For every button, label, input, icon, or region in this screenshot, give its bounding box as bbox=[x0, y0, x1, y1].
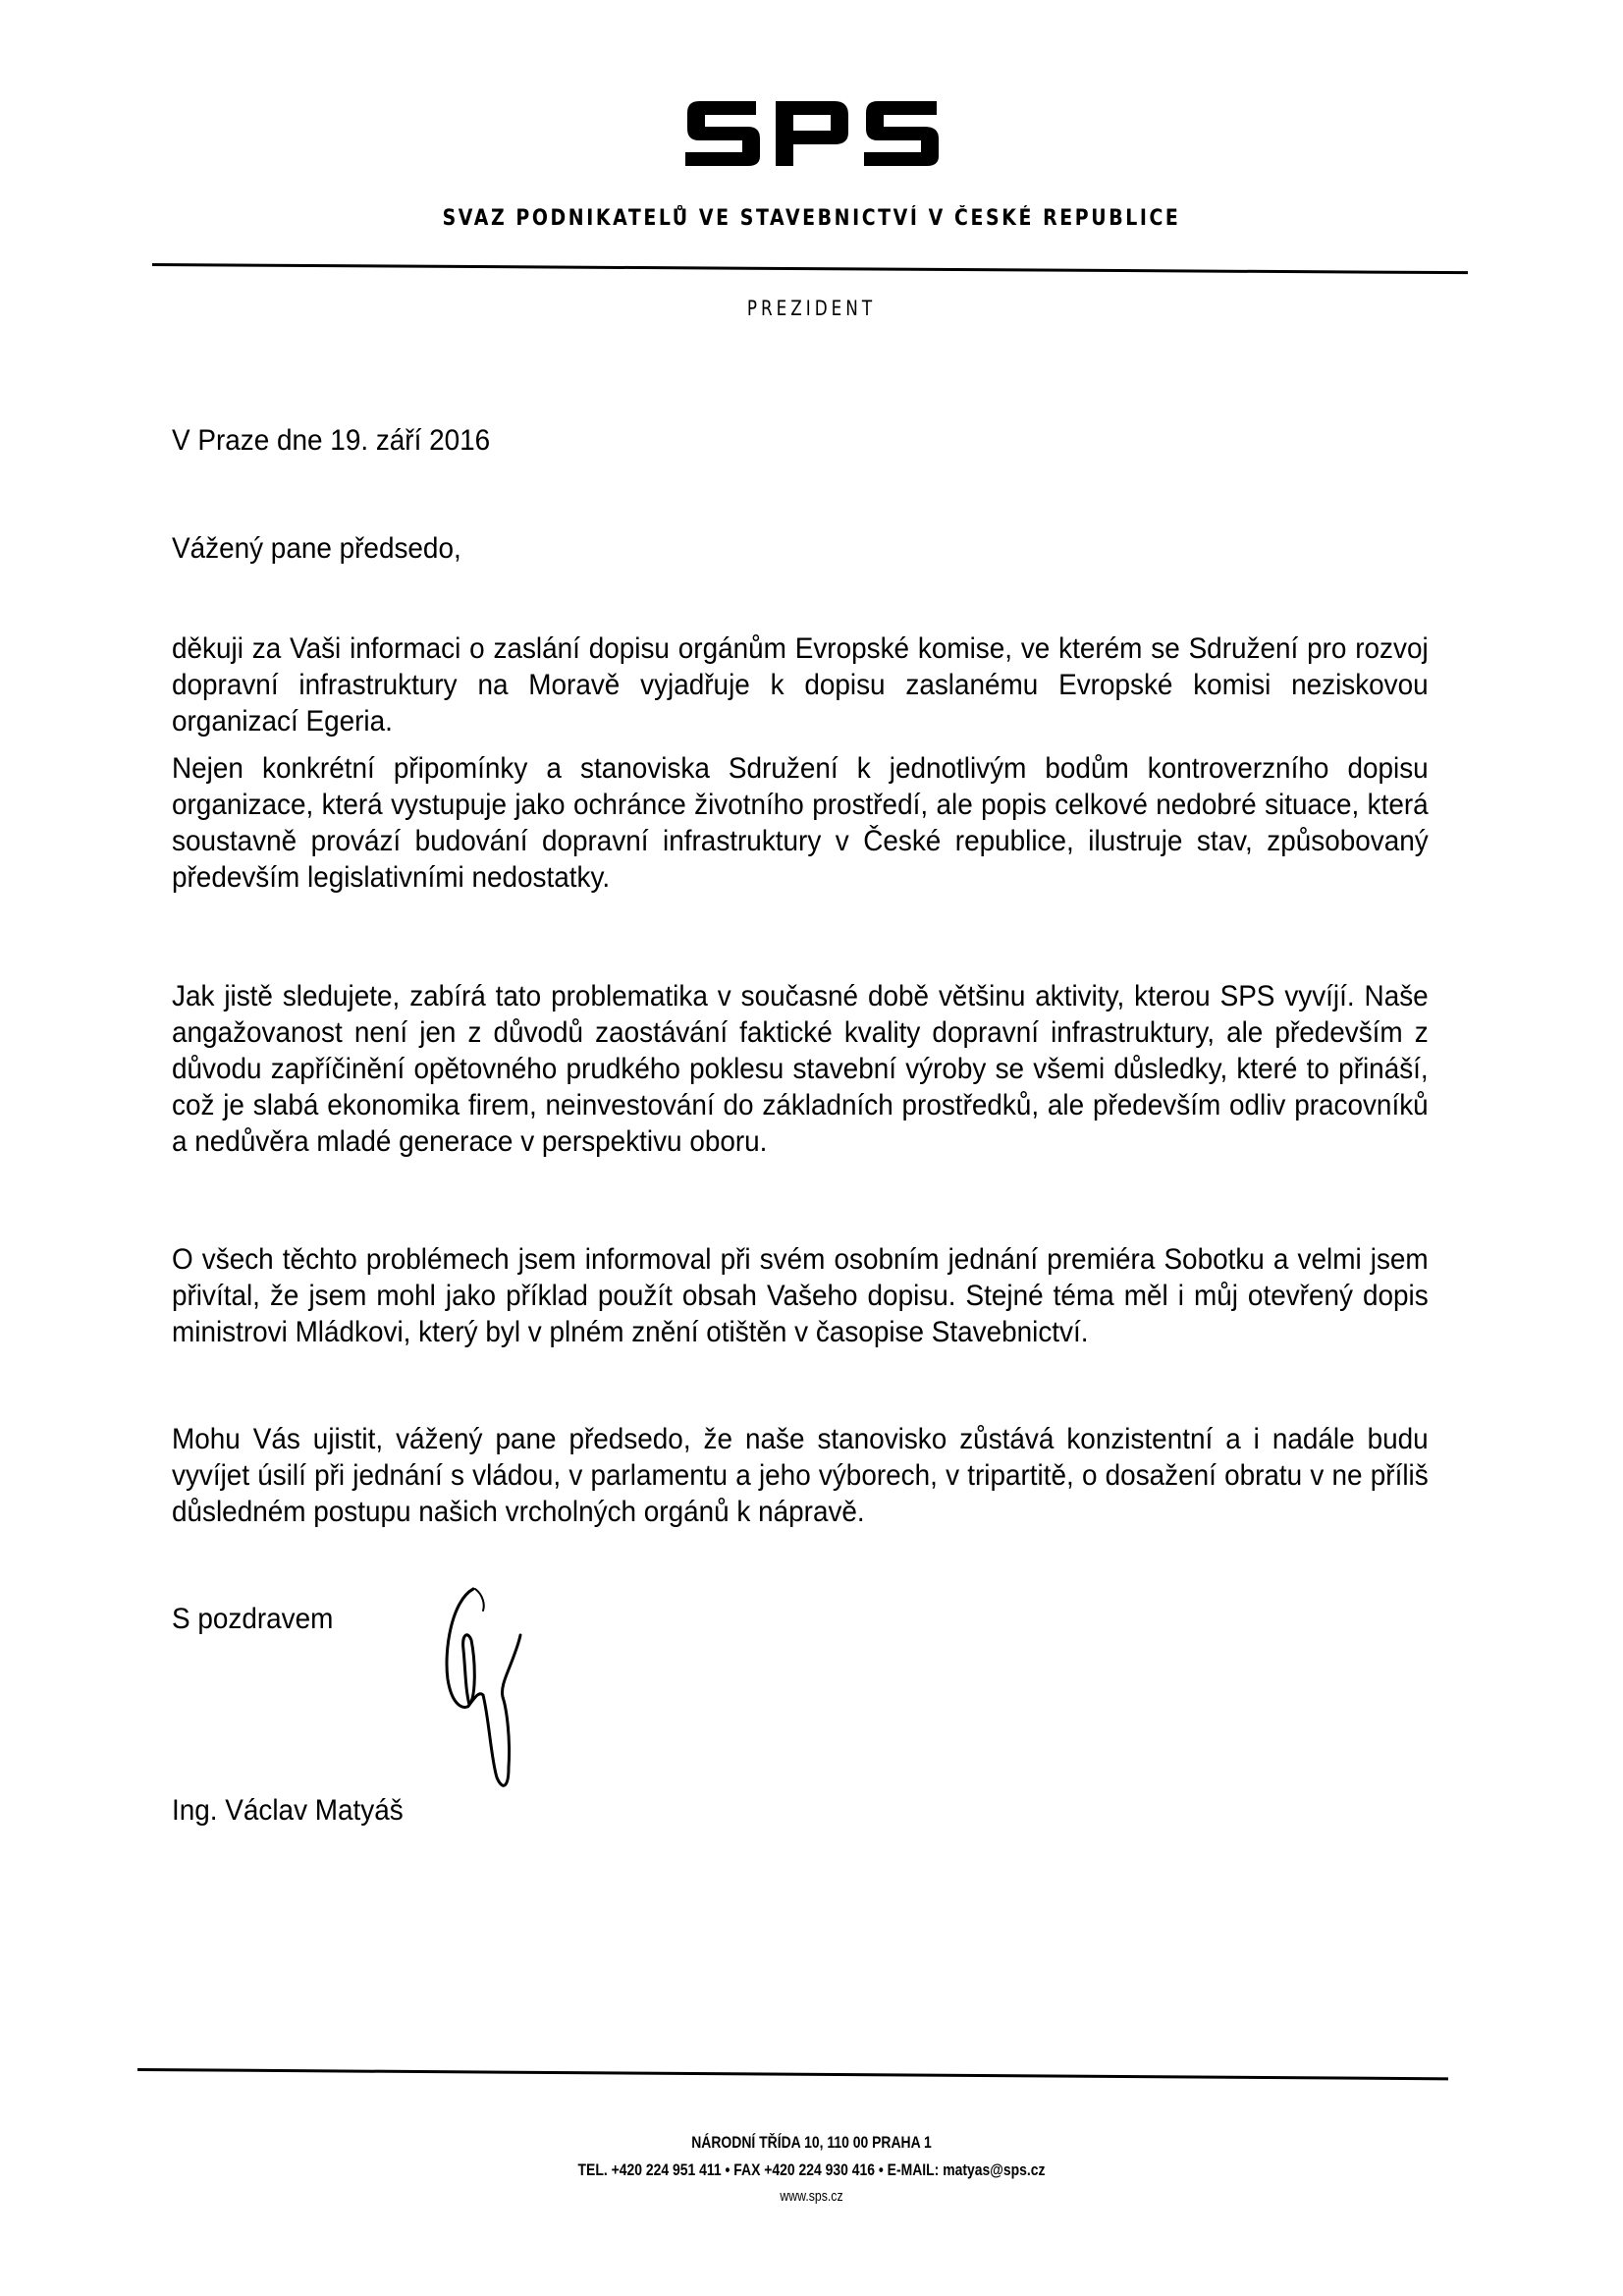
letter-paragraph bbox=[172, 1421, 1429, 1530]
paragraph-text: Mohu Vás ujistit, vážený pane předsedo, že naše stanovisko zůstává konzistentní a i nadále budu vyvíjet úsilí při jednání s vládou, v parlamentu a jeho výborech, v tripartitě, o dosažení obratu v ne příliš důsledném postupu našich vrcholných orgánů k nápravě. bbox=[172, 1423, 1429, 1528]
signer-name: Ing. Václav Matyáš bbox=[172, 1794, 404, 1827]
paragraph-text: O všech těchto problémech jsem informoval při svém osobním jednání premiéra Sobotku a velmi jsem přivítal, že jsem mohl jako příklad použít obsah Vašeho dopisu. Stejné téma měl i můj otevřený dopis ministrovi Mládkovi, který byl v plném znění otištěn v časopise Stavebnictví. bbox=[172, 1243, 1429, 1348]
letter-paragraph bbox=[172, 750, 1429, 896]
letter-paragraph bbox=[172, 630, 1429, 739]
footer-contact: TEL. +420 224 951 411 • FAX +420 224 930 416 • E-MAIL: matyas@sps.cz bbox=[577, 2160, 1046, 2179]
footer-website: www.sps.cz bbox=[780, 2188, 843, 2205]
footer-divider bbox=[137, 2068, 1448, 2080]
paragraph-text: děkuji za Vaši informaci o zaslání dopisu orgánům Evropské komise, ve kterém se Sdružení pro rozvoj dopravní infrastruktury na Moravě vyjadřuje k dopisu zaslanému Evropské komisi neziskovou organizací Egeria. bbox=[172, 632, 1429, 738]
date-line: V Praze dne 19. září 2016 bbox=[172, 424, 491, 457]
organization-name: SVAZ PODNIKATELŮ VE STAVEBNICTVÍ V ČESKÉ REPUBLICE bbox=[442, 206, 1181, 231]
salutation: Vážený pane předsedo, bbox=[172, 532, 461, 565]
paragraph-text: Jak jistě sledujete, zabírá tato problematika v současné době většinu aktivity, kterou SPS vyvíjí. Naše angažovanost není jen z důvodů zaostávání faktické kvality dopravní infrastruktury, ale především z důvodu zapříčinění opětovného prudkého poklesu stavební výroby se všemi důsledky, které to přináší, což je slabá ekonomika firem, neinvestování do základních prostředků, ale především odliv pracovníků a nedůvěra mladé generace v perspektivu oboru. bbox=[172, 980, 1429, 1158]
header-divider bbox=[152, 263, 1468, 274]
sps-logo bbox=[0, 93, 1623, 177]
letter-paragraph bbox=[172, 978, 1429, 1160]
paragraph-text: Nejen konkrétní připomínky a stanoviska Sdružení k jednotlivým bodům kontroverzního dopisu organizace, která vystupuje jako ochránce životního prostředí, ale popis celkové nedobré situace, která soustavně provází budování dopravní infrastruktury v České republice, ilustruje stav, způsobovaný především legislativními nedostatky. bbox=[172, 752, 1429, 894]
letter-paragraph bbox=[172, 1241, 1429, 1350]
handwritten-signature-icon bbox=[432, 1581, 569, 1797]
signature bbox=[432, 1581, 569, 1802]
sps-logo-icon bbox=[679, 93, 945, 172]
closing: S pozdravem bbox=[172, 1603, 334, 1635]
footer-address: NÁRODNÍ TŘÍDA 10, 110 00 PRAHA 1 bbox=[691, 2133, 932, 2152]
letterhead-title: PREZIDENT bbox=[746, 297, 877, 320]
